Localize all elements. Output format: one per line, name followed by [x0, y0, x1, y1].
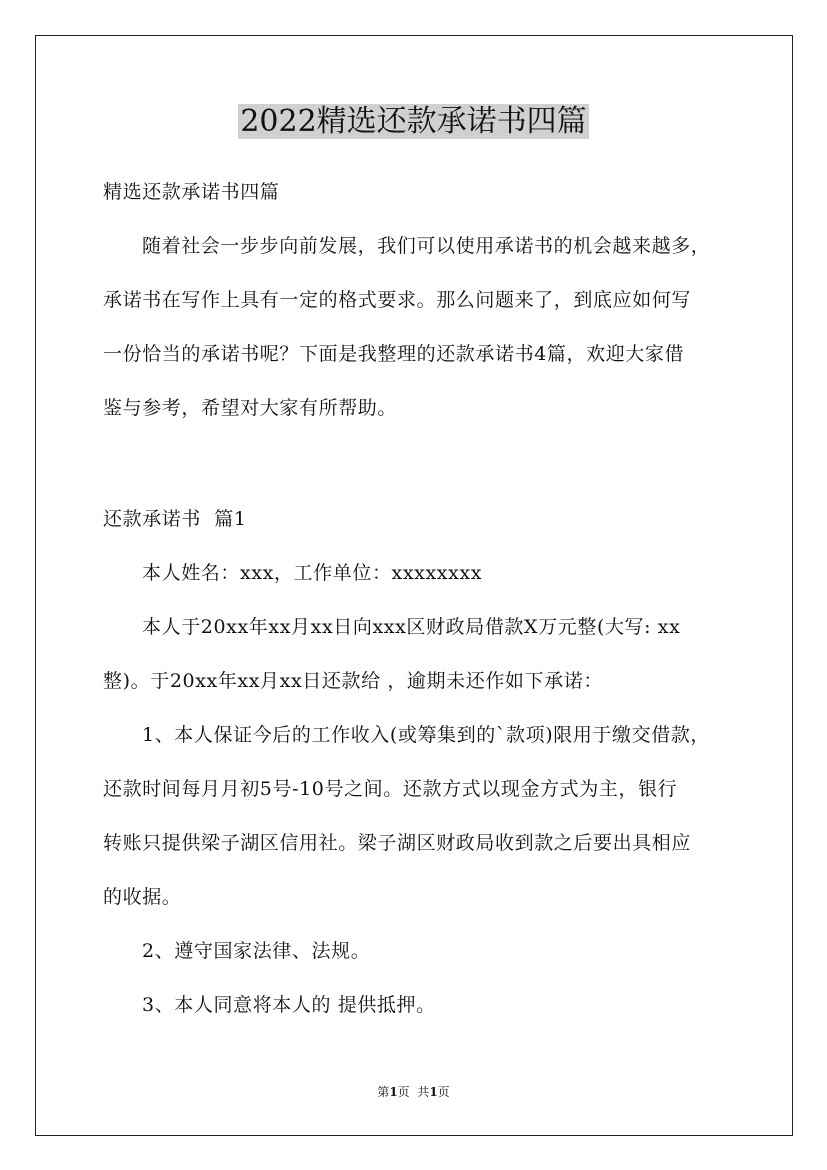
body-line: 本人姓名：xxx，工作单位：xxxxxxxx — [142, 562, 483, 584]
intro-line: 鉴与参考，希望对大家有所帮助。 — [103, 397, 398, 419]
section-heading: 还款承诺书 篇1 — [103, 508, 247, 530]
intro-line: 承诺书在写作上具有一定的格式要求。那么问题来了，到底应如何写 — [103, 289, 692, 311]
body-line: 本人于20xx年xx月xx日向xxx区财政局借款X万元整(大写: xx — [142, 616, 681, 638]
intro-line: 一份恰当的承诺书呢？下面是我整理的还款承诺书4篇，欢迎大家借 — [103, 343, 685, 365]
footer-page-number: 1 — [389, 1085, 398, 1099]
footer-page-total-suffix: 页 — [437, 1085, 450, 1099]
body-line: 3、本人同意将本人的 提供抵押。 — [142, 994, 436, 1016]
body-line: 转账只提供梁子湖区信用社。梁子湖区财政局收到款之后要出具相应 — [103, 832, 692, 854]
footer-page-prefix: 第 — [377, 1085, 390, 1099]
document-title — [0, 100, 827, 144]
body-line: 整)。于20xx年xx月xx日还款给 ，逾期未还作如下承诺： — [103, 670, 603, 692]
document-title-text: 2022精选还款承诺书四篇 — [240, 104, 587, 139]
body-line: 的收据。 — [103, 886, 182, 908]
page-footer — [0, 1084, 827, 1100]
footer-page-suffix: 页 共 — [397, 1085, 430, 1099]
body-line: 2、遵守国家法律、法规。 — [142, 940, 371, 962]
body-line: 1、本人保证今后的工作收入(或筹集到的`款项)限用于缴交借款， — [142, 724, 711, 746]
intro-line: 随着社会一步步向前发展，我们可以使用承诺书的机会越来越多， — [142, 235, 711, 257]
footer-page-total: 1 — [429, 1085, 438, 1099]
document-subtitle: 精选还款承诺书四篇 — [103, 181, 280, 203]
body-line: 还款时间每月月初5号-10号之间。还款方式以现金方式为主，银行 — [103, 778, 678, 800]
